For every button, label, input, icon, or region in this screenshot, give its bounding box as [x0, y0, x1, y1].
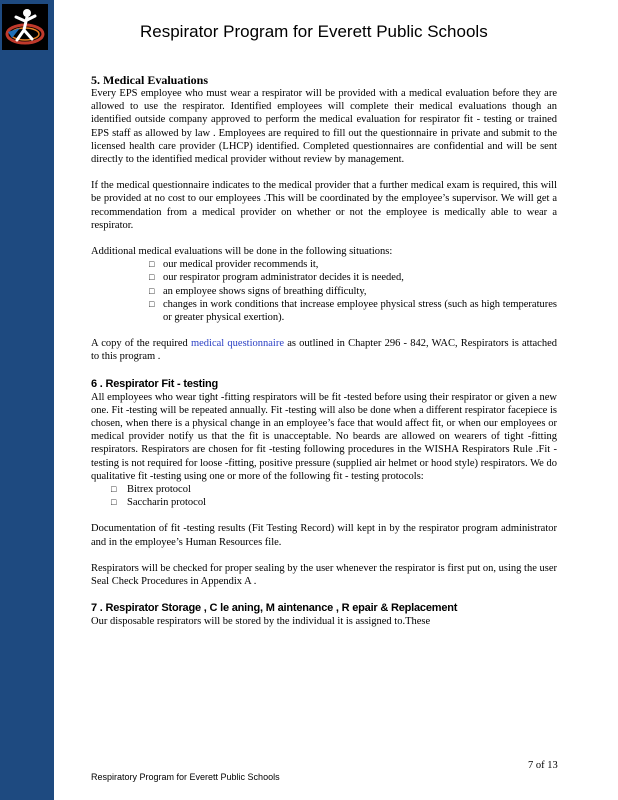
document-body	[91, 73, 557, 629]
page-title: Respirator Program for Everett Public Schools	[140, 22, 488, 41]
text: A copy of the required	[91, 338, 191, 350]
section-heading-medical-evaluations: 5. Medical Evaluations	[91, 73, 209, 87]
list-item: □ Bitrex protocol	[111, 483, 557, 496]
footer-text: Respiratory Program for Everett Public Schools	[91, 772, 280, 782]
list-item: □ our respirator program administrator decides it is needed,	[149, 271, 557, 284]
list-item: □ changes in work conditions that increase employee physical stress (such as high temperatures or greater physical exertion).	[149, 298, 557, 324]
school-logo-icon	[2, 4, 48, 50]
section-heading-fit-testing: 6 . Respirator Fit - testing	[91, 377, 219, 390]
paragraph: All employees who wear tight -fitting respirators will be fit -tested before using their respirator or given a new one. Fit -testing will be repeated annually. Fit -testing will also be done when a different respirator facepiece is chosen, when there is a physical change in an employee’s face that would affect fit, or when our employees or medical provider notify us that the fit is unacceptable. No beards are allowed on wearers of tight -fitting respirators. Respirators are chosen for fit -testing following procedures in the WISHA Respirators Rule .Fit - testing is not required for loose -fitting, positive pressure (supplied air helmet or hood style) respirators. We do qualitative fit -testing using one or more of the following fit - testing protocols:	[91, 391, 557, 482]
paragraph: Documentation of fit -testing results (Fit Testing Record) will kept in by the respirator program administrator and in the employee’s Human Resources file.	[91, 523, 557, 548]
paragraph: Additional medical evaluations will be done in the following situations:	[91, 246, 393, 258]
protocol-list	[91, 483, 557, 509]
paragraph: Our disposable respirators will be stored by the individual it is assigned to.These	[91, 616, 431, 628]
list-item: □ an employee shows signs of breathing difficulty,	[149, 285, 557, 298]
paragraph	[91, 337, 557, 363]
list-item: □ our medical provider recommends it,	[149, 258, 557, 271]
situations-list	[91, 258, 557, 324]
text: as outlined in Chapter 296 - 842, WAC, Respirators is attached to this program .	[91, 338, 557, 363]
section-heading-storage: 7 . Respirator Storage , C le aning, M aintenance , R epair & Replacement	[91, 602, 458, 615]
paragraph: If the medical questionnaire indicates to the medical provider that a further medical exam is required, this will be provided at no cost to our employees .This will be coordinated by the employee’s supervisor. We will get a recommendation from a medical provider on whether or not the employee is medically able to wear a respirator.	[91, 180, 557, 231]
medical-questionnaire-link[interactable]: medical questionnaire	[190, 338, 284, 350]
paragraph: Respirators will be checked for proper sealing by the user whenever the respirator is first put on, using the user Seal Check Procedures in Appendix A .	[91, 562, 557, 588]
left-sidebar-band	[0, 0, 54, 800]
paragraph: Every EPS employee who must wear a respirator will be provided with a medical evaluation before they are allowed to use the respirator. Identified employees will complete their medical evaluations though an identified outside company approved to perform the medical evaluation for respirator fit - testing or trained EPS staff as allowed by law . Employees are required to fill out the questionnaire in private and submit to the licensed health care provider (LHCP) identified. Completed questionnaires are confidential and will be sent directly to the identified medical provider without review by management.	[91, 88, 557, 166]
page-number: 7 of 13	[528, 760, 558, 771]
list-item: □ Saccharin protocol	[111, 496, 557, 509]
